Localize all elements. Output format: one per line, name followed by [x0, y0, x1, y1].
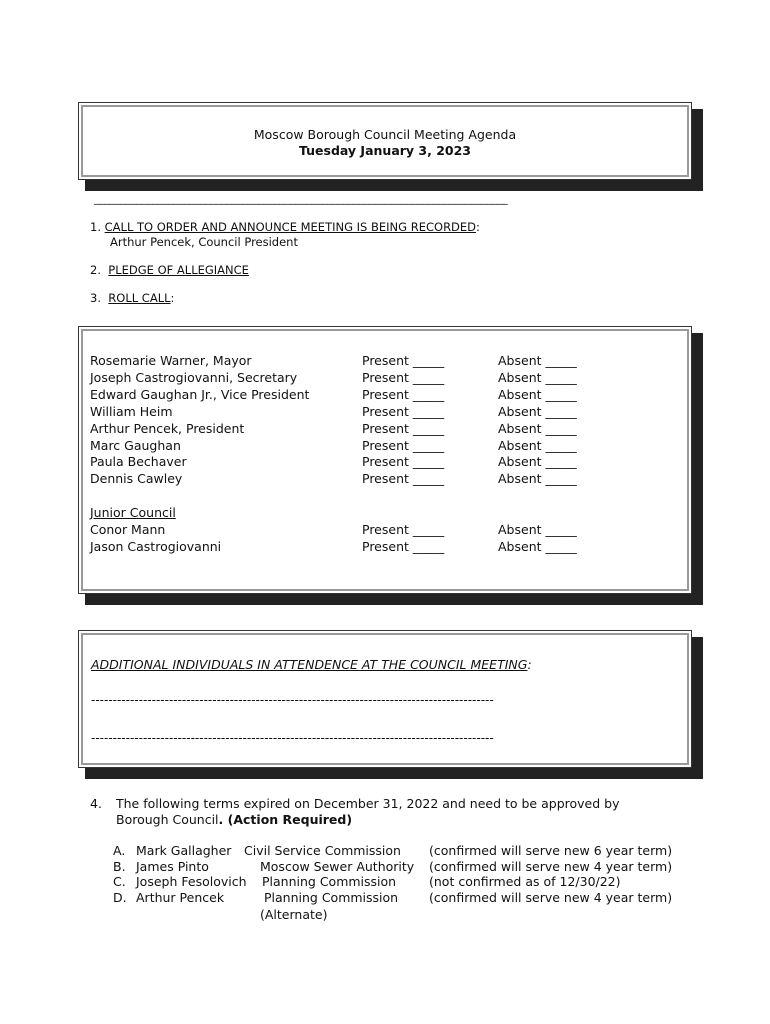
term-letter: D. — [113, 889, 127, 905]
member-name: Edward Gaughan Jr., Vice President — [90, 386, 310, 402]
term-status: (confirmed will serve new 6 year term) — [429, 843, 673, 858]
term-commission: Planning Commission — [264, 889, 399, 905]
absent-field: Absent _____ — [498, 420, 577, 436]
member-name: Conor Mann — [90, 522, 166, 537]
item-4-text-line-2: Borough Council. (Action Required) — [116, 812, 353, 827]
absent-field: Absent _____ — [498, 471, 577, 487]
present-field: Present _____ — [362, 522, 445, 537]
attendance-box — [78, 630, 692, 768]
term-name: Joseph Fesolovich — [136, 874, 247, 890]
term-commission: Moscow Sewer Authority — [260, 858, 415, 874]
present-field: Present _____ — [362, 437, 445, 453]
item-1-colon: : — [476, 220, 480, 234]
item-1-sub: Arthur Pencek, Council President — [110, 235, 298, 249]
item-1-title: CALL TO ORDER AND ANNOUNCE MEETING IS BEING RECORDED — [104, 220, 477, 234]
present-field: Present _____ — [362, 538, 445, 554]
absent-field: Absent _____ — [498, 437, 577, 453]
present-field: Present _____ — [362, 454, 445, 470]
term-name: Mark Gallagher — [136, 843, 232, 858]
item-2 — [90, 263, 249, 277]
alternate-note: (Alternate) — [260, 907, 328, 922]
member-name: Rosemarie Warner, Mayor — [90, 353, 252, 368]
junior-council-heading: Junior Council — [90, 505, 176, 520]
present-field: Present _____ — [362, 386, 445, 402]
present-field: Present _____ — [362, 369, 445, 385]
agenda-title: Moscow Borough Council Meeting Agenda — [253, 127, 517, 142]
term-status: (not confirmed as of 12/30/22) — [429, 874, 621, 890]
member-name: Joseph Castrogiovanni, Secretary — [90, 369, 298, 385]
header-box — [78, 102, 692, 180]
absent-field: Absent _____ — [498, 353, 577, 368]
member-name: Dennis Cawley — [90, 471, 183, 487]
term-name: Arthur Pencek — [136, 889, 225, 905]
member-name: William Heim — [90, 403, 173, 419]
term-status: (confirmed will serve new 4 year term) — [429, 889, 673, 905]
present-field: Present _____ — [362, 403, 445, 419]
item-3 — [90, 291, 174, 305]
member-name: Jason Castrogiovanni — [90, 538, 222, 554]
term-commission: Civil Service Commission — [244, 843, 401, 858]
separator-line: ______________________________________________________________________________ — [94, 192, 508, 205]
item-1-number: 1. — [90, 220, 101, 234]
absent-field: Absent _____ — [498, 403, 577, 419]
term-status: (confirmed will serve new 4 year term) — [429, 858, 673, 874]
term-letter: B. — [113, 858, 126, 874]
term-letter: C. — [113, 874, 126, 890]
term-name: James Pinto — [136, 858, 209, 874]
item-1 — [90, 220, 480, 234]
item-3-title: ROLL CALL — [108, 291, 171, 305]
action-required: . (Action Required) — [218, 812, 353, 827]
member-name: Marc Gaughan — [90, 437, 181, 453]
term-commission: Planning Commission — [262, 874, 397, 890]
present-field: Present _____ — [362, 353, 445, 368]
term-letter: A. — [113, 843, 126, 858]
attendance-heading: ADDITIONAL INDIVIDUALS IN ATTENDENCE AT THE COUNCIL MEETING: — [91, 657, 532, 672]
item-3-colon: : — [170, 291, 175, 305]
item-4-number: 4. — [90, 796, 102, 811]
meeting-date: Tuesday January 3, 2023 — [298, 143, 472, 158]
item-4-text-line-1: The following terms expired on December 31, 2022 and need to be approved by — [116, 796, 620, 811]
item-2-title: PLEDGE OF ALLEGIANCE — [108, 263, 249, 277]
member-name: Paula Bechaver — [90, 454, 187, 470]
attendance-line-1: --------------------------------------------------------------------------------------------- — [91, 693, 494, 707]
absent-field: Absent _____ — [498, 369, 577, 385]
absent-field: Absent _____ — [498, 522, 577, 537]
item-3-number: 3. — [90, 291, 101, 305]
present-field: Present _____ — [362, 420, 445, 436]
absent-field: Absent _____ — [498, 538, 577, 554]
member-name: Arthur Pencek, President — [90, 420, 245, 436]
present-field: Present _____ — [362, 471, 445, 487]
absent-field: Absent _____ — [498, 386, 577, 402]
absent-field: Absent _____ — [498, 454, 577, 470]
item-2-number: 2. — [90, 263, 101, 277]
attendance-line-2: --------------------------------------------------------------------------------------------- — [91, 731, 494, 745]
